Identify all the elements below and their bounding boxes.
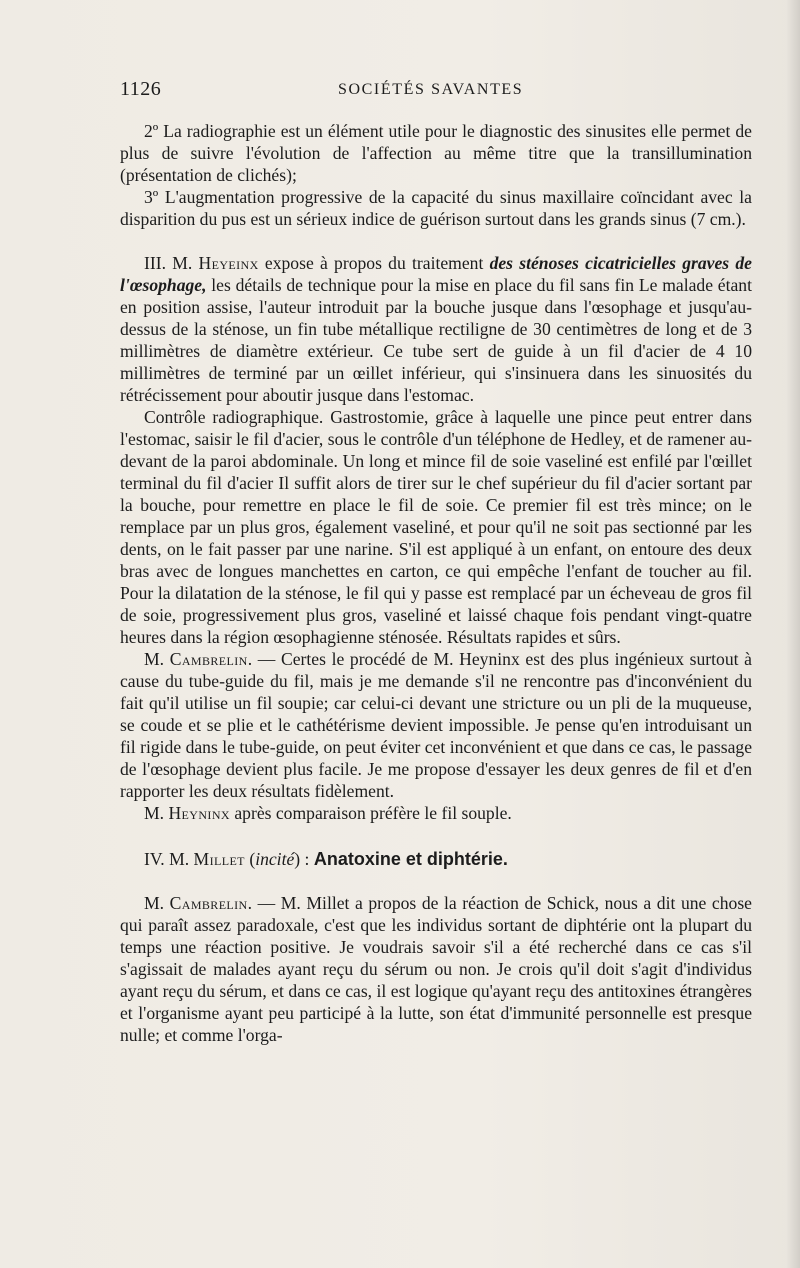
text-run: ( [244,849,256,869]
text-run: les détails de technique pour la mise en place du fil sans fin Le malade étant en position assise, l'auteur introduit par la bouche jusque dans l'œsophage et jusqu'au-dessus de la sténose, un fin tube métallique rectiligne de 30 centimètres de long et de 3 millimètres de diamètre extérieur. Ce tube sert de guide à un fil d'acier de 4 10 millimètres de terminé par un œillet inférieur, qui s'insinuera dans les sinuosités du rétrécissement pour aboutir jusque dans l'estomac. [120,275,752,405]
author-name: Cambrelin [169,893,248,913]
topic-title: des sténoses cicatricielles graves de l'œsophage, [120,253,752,295]
section-number-iii: III. M. [144,253,199,273]
paragraph-cambrelin-schick [120,892,752,1046]
text-run: . — Certes le procédé de M. Heyninx est des plus ingénieux surtout à cause du tube-guide du fil, mais je me demande s'il ne rencontre pas d'inconvénient du fait qu'il utilise un fil soupie; car celui-ci devant une stricture ou un pli de la muqueuse, se coude et se plie et le cathétérisme devient impossible. Je pense qu'en introduisant un fil rigide dans le tube-guide, on peut éviter cet inconvénient et que dans ce cas, le passage de l'œsophage devient plus facile. Je me propose d'essayer les deux genres de fil et d'en rapporter les deux résultats fidèlement. [120,649,752,801]
paragraph-augmentation: 3º L'augmentation progressive de la capacité du sinus maxillaire coïncidant avec la disparition du pus est un sérieux indice de guérison surtout dans les grands sinus (7 cm.). [120,187,752,229]
text-run: . — M. Millet a propos de la réaction de Schick, nous a dit une chose qui paraît assez paradoxale, c'est que les individus sortant de diphtérie ont la plupart du temps une réaction positive. Je voudrais savoir s'il a été recherché dans ce cas s'il s'agissait de malades ayant reçu du sérum ou non. Je crois qu'il doit s'agit d'individus ayant reçu du sérum, et dans ce cas, il est logique qu'ayant reçu des antitoxines étrangères et l'organisme ayant peu participé à la lutte, son état d'immunité personnelle est presque nulle; et comme l'orga- [120,893,752,1045]
text-run: M. [144,893,170,913]
running-head: SOCIÉTÉS SAVANTES [338,81,524,98]
paragraph-controle: Contrôle radiographique. Gastrostomie, grâce à laquelle une pince peut entrer dans l'estomac, saisir le fil d'acier, sous le contrôle d'un téléphone de Hedley, et de ramener au-devant de la paroi abdominale. Un long et mince fil de soie vaseliné est enfilé par l'œillet terminal du fil d'acier Il suffit alors de tirer sur le chef supérieur du fil d'acier sortant par la bouche, pour remettre en place le fil de soie. Ce premier fil est très mince; on le remplace par un plus gros, également vaseliné, et pour qu'il ne soit pas sectionné par les dents, on le fait passer par une narine. S'il est appliqué à un enfant, on entoure des deux bras avec de longues manchettes en carton, ce qui empêche l'enfant de toucher au fil. Pour la dilatation de la sténose, le fil qui y passe est remplacé par un écheveau de gros fil de soie, progressivement plus gros, vaseliné et laissé chaque fois pendant vingt-quatre heures dans la région œsophagienne sténosée. Résultats rapides et sûrs. [120,407,752,647]
text-run: M. [144,649,170,669]
paragraph-radiographie: 2º La radiographie est un élément utile pour le diagnostic des sinusites elle permet de plus de suivre l'évolution de l'affection au même titre que la transillumination (présentation de clichés); [120,121,752,185]
paragraph-cambrelin-reply [120,648,752,802]
text-run: M. [144,803,169,823]
section-heading-iv [120,848,752,870]
author-name: Heyninx [168,803,230,823]
paragraph-heyninx-reply [120,802,752,824]
author-name: Heyeinx [198,253,259,273]
author-name: Cambrelin [169,649,248,669]
author-name: Millet [193,849,245,869]
paragraph-heyeinx-expose [120,252,752,406]
text-run: après comparaison préfère le fil souple. [229,803,512,823]
page-header [120,78,752,106]
page-number: 1126 [120,78,162,100]
section-title: Anatoxine et diphtérie. [313,849,508,869]
body-text [120,120,752,1046]
text-run: expose à propos du traitement [258,253,490,273]
incite-note: incité [255,849,295,869]
section-number-iv: IV. M. [144,849,194,869]
text-run: ) : [294,849,314,869]
